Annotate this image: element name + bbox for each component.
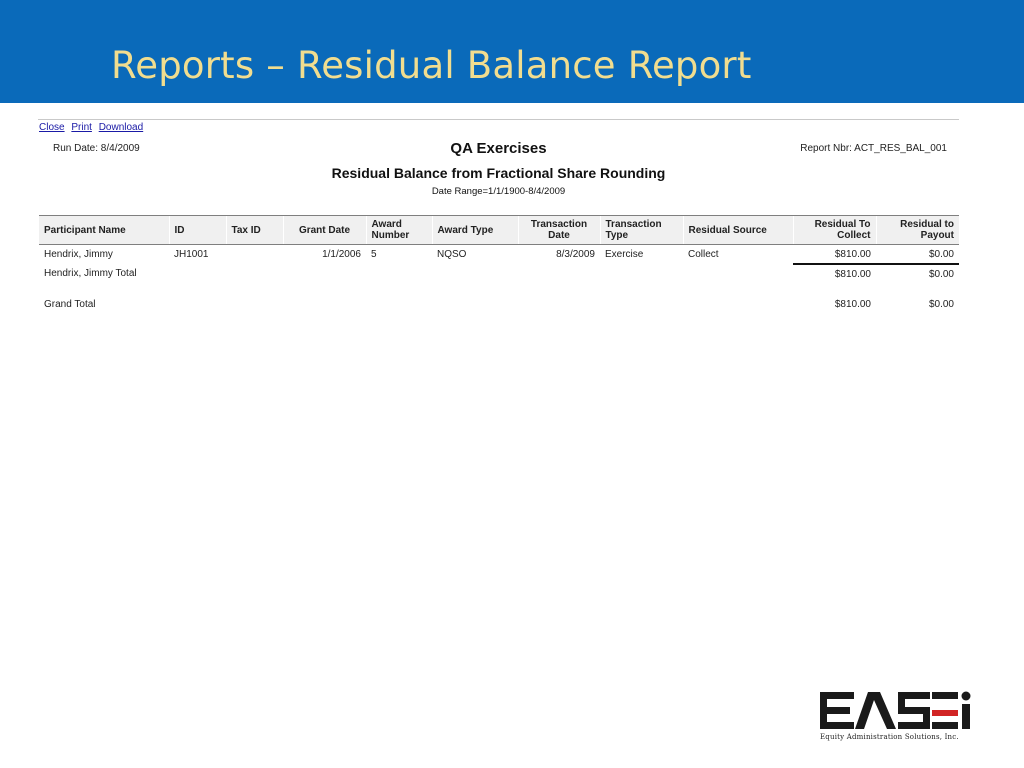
column-header[interactable]: Tax ID: [226, 216, 283, 245]
cell-tax-id: [226, 245, 283, 265]
cell-participant-name: Hendrix, Jimmy: [44, 249, 113, 260]
column-header[interactable]: Transaction Date: [518, 216, 600, 245]
cell-award-number: 5: [371, 249, 377, 260]
logo-tagline: Equity Administration Solutions, Inc.: [820, 733, 959, 741]
grand-total-collect: $810.00: [834, 298, 871, 310]
table-row: [39, 245, 959, 265]
column-header[interactable]: Participant Name: [39, 216, 169, 245]
title-banner: [0, 0, 1024, 103]
subtotal-collect: $810.00: [793, 264, 876, 283]
report-toolbar: [39, 122, 147, 133]
grand-total-label: Grand Total: [44, 298, 96, 310]
spacer-row: [39, 283, 959, 295]
cell-transaction-type: Exercise: [605, 249, 644, 260]
column-header[interactable]: Transaction Type: [600, 216, 683, 245]
cell-residual-collect: $810.00: [834, 248, 871, 260]
grand-total-row: [39, 295, 959, 313]
cell-id: JH1001: [174, 249, 209, 260]
cell-grant-date: 1/1/2006: [322, 249, 361, 260]
column-header[interactable]: Award Number: [366, 216, 432, 245]
column-header[interactable]: Residual to Payout: [876, 216, 959, 245]
slide-title: Reports – Residual Balance Report: [111, 44, 752, 87]
subtotal-label: Hendrix, Jimmy Total: [44, 268, 137, 279]
column-header[interactable]: Award Type: [432, 216, 518, 245]
report-number: Report Nbr: ACT_RES_BAL_001: [800, 143, 947, 154]
run-date: Run Date: 8/4/2009: [53, 143, 140, 154]
close-link[interactable]: Close: [39, 122, 65, 133]
cell-residual-source: Collect: [688, 249, 719, 260]
report-divider: [38, 119, 959, 120]
subtotal-row: [39, 264, 959, 283]
cell-award-type: NQSO: [437, 249, 467, 260]
report-subtitle: Residual Balance from Fractional Share Rounding: [331, 165, 666, 181]
report-table: [39, 215, 959, 313]
report-date-range: Date Range=1/1/1900-8/4/2009: [431, 186, 566, 197]
subtotal-payout: $0.00: [876, 264, 959, 283]
table-header-row: [39, 216, 959, 245]
cell-residual-payout: $0.00: [928, 248, 954, 260]
cell-transaction-date: 8/3/2009: [556, 249, 595, 260]
column-header[interactable]: ID: [169, 216, 226, 245]
column-header[interactable]: Grant Date: [283, 216, 366, 245]
column-header[interactable]: Residual Source: [683, 216, 793, 245]
column-header[interactable]: Residual To Collect: [793, 216, 876, 245]
grand-total-payout: $0.00: [928, 298, 954, 310]
download-link[interactable]: Download: [98, 122, 144, 133]
report-title: QA Exercises: [450, 140, 547, 157]
report-panel: [38, 119, 959, 319]
print-link[interactable]: Print: [71, 122, 92, 133]
